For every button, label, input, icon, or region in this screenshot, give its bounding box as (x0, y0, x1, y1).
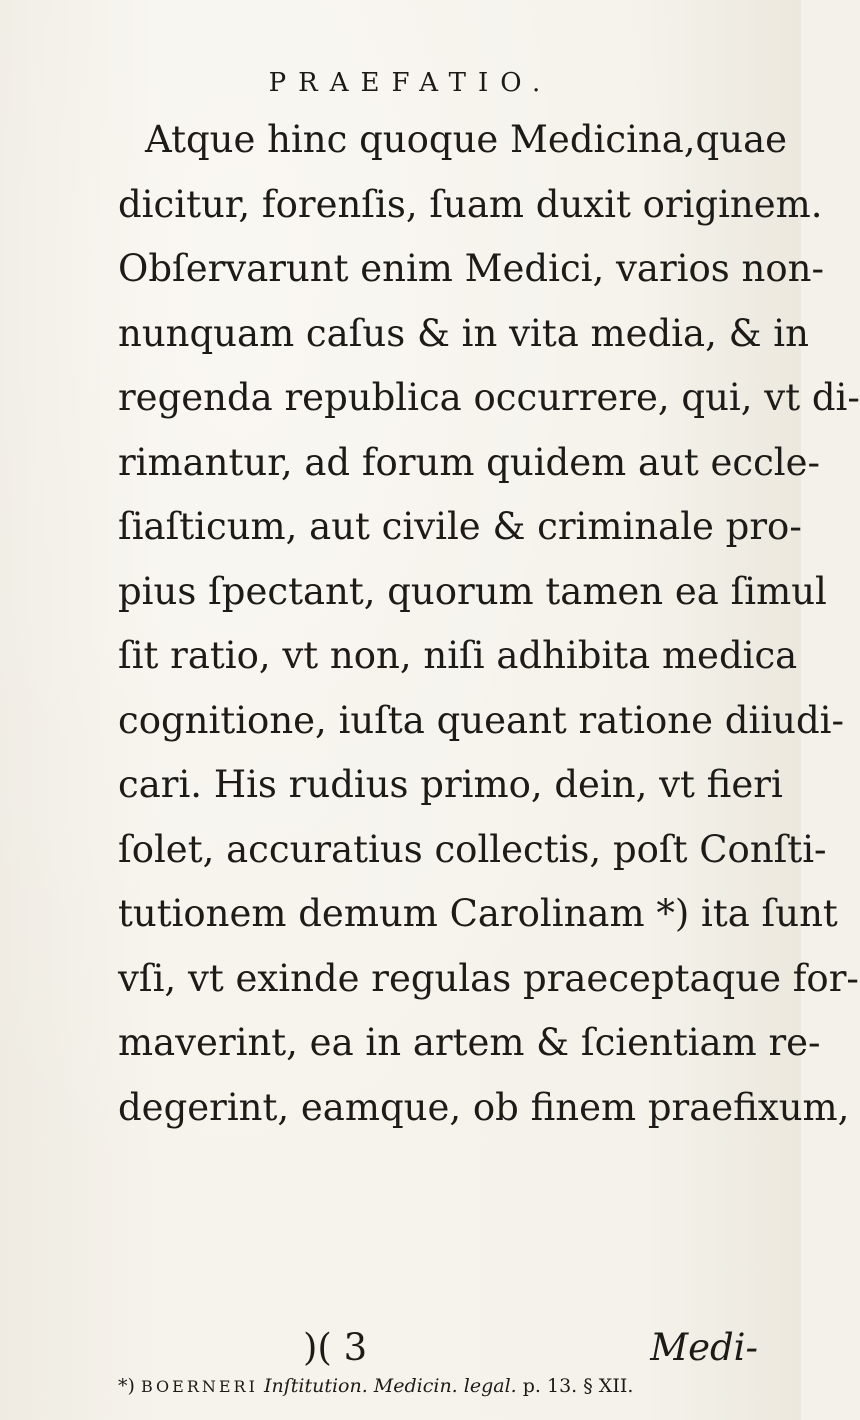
signature-mark: )( 3 (303, 1326, 368, 1369)
footnote-work: Inſtitution. Medicin. legal. (263, 1375, 517, 1397)
catchword: Medi- (650, 1326, 758, 1369)
text-line: pius ſpectant, quorum tamen ea ſimul (118, 569, 827, 613)
text-line: ſiaſticum, aut civile & criminale pro- (118, 505, 802, 548)
text-line: ſit ratio, vt non, niſi adhibita medica (118, 634, 798, 677)
text-line: Obſervarunt enim Medici, varios non- (118, 247, 824, 290)
text-line: dicitur, forenſis, ſuam duxit originem. (118, 182, 823, 226)
text-line: nunquam caſus & in vita media, & in (118, 311, 809, 355)
footnote-author: BOERNERI (140, 1377, 258, 1396)
page-title: PRAEFATIO. (268, 68, 553, 98)
text-line: cari. His rudius primo, dein, vt fieri (118, 763, 783, 806)
text-line: tutionem demum Carolinam *) ita ſunt (118, 892, 838, 935)
text-line: cognitione, iuſta queant ratione diiudi- (118, 698, 844, 742)
catch-row (118, 1326, 778, 1376)
text-line: degerint, eamque, ob finem praefixum, (118, 1085, 850, 1129)
footnote-ref: p. 13. § XII. (522, 1375, 634, 1397)
text-line: Atque hinc quoque Medicina,quae (145, 118, 788, 161)
footnote-marker: *) (118, 1375, 135, 1397)
text-line: ſolet, accuratius collectis, poſt Conſti- (118, 827, 827, 871)
text-line: maverint, ea in artem & ſcientiam re- (118, 1021, 821, 1064)
text-line: vſi, vt exinde regulas praeceptaque for- (118, 956, 859, 1000)
body-text (118, 108, 860, 1140)
text-line: rimantur, ad forum quidem aut eccle- (118, 440, 821, 484)
text-line: regenda republica occurrere, qui, vt di- (118, 376, 860, 419)
footnote (118, 1375, 798, 1397)
